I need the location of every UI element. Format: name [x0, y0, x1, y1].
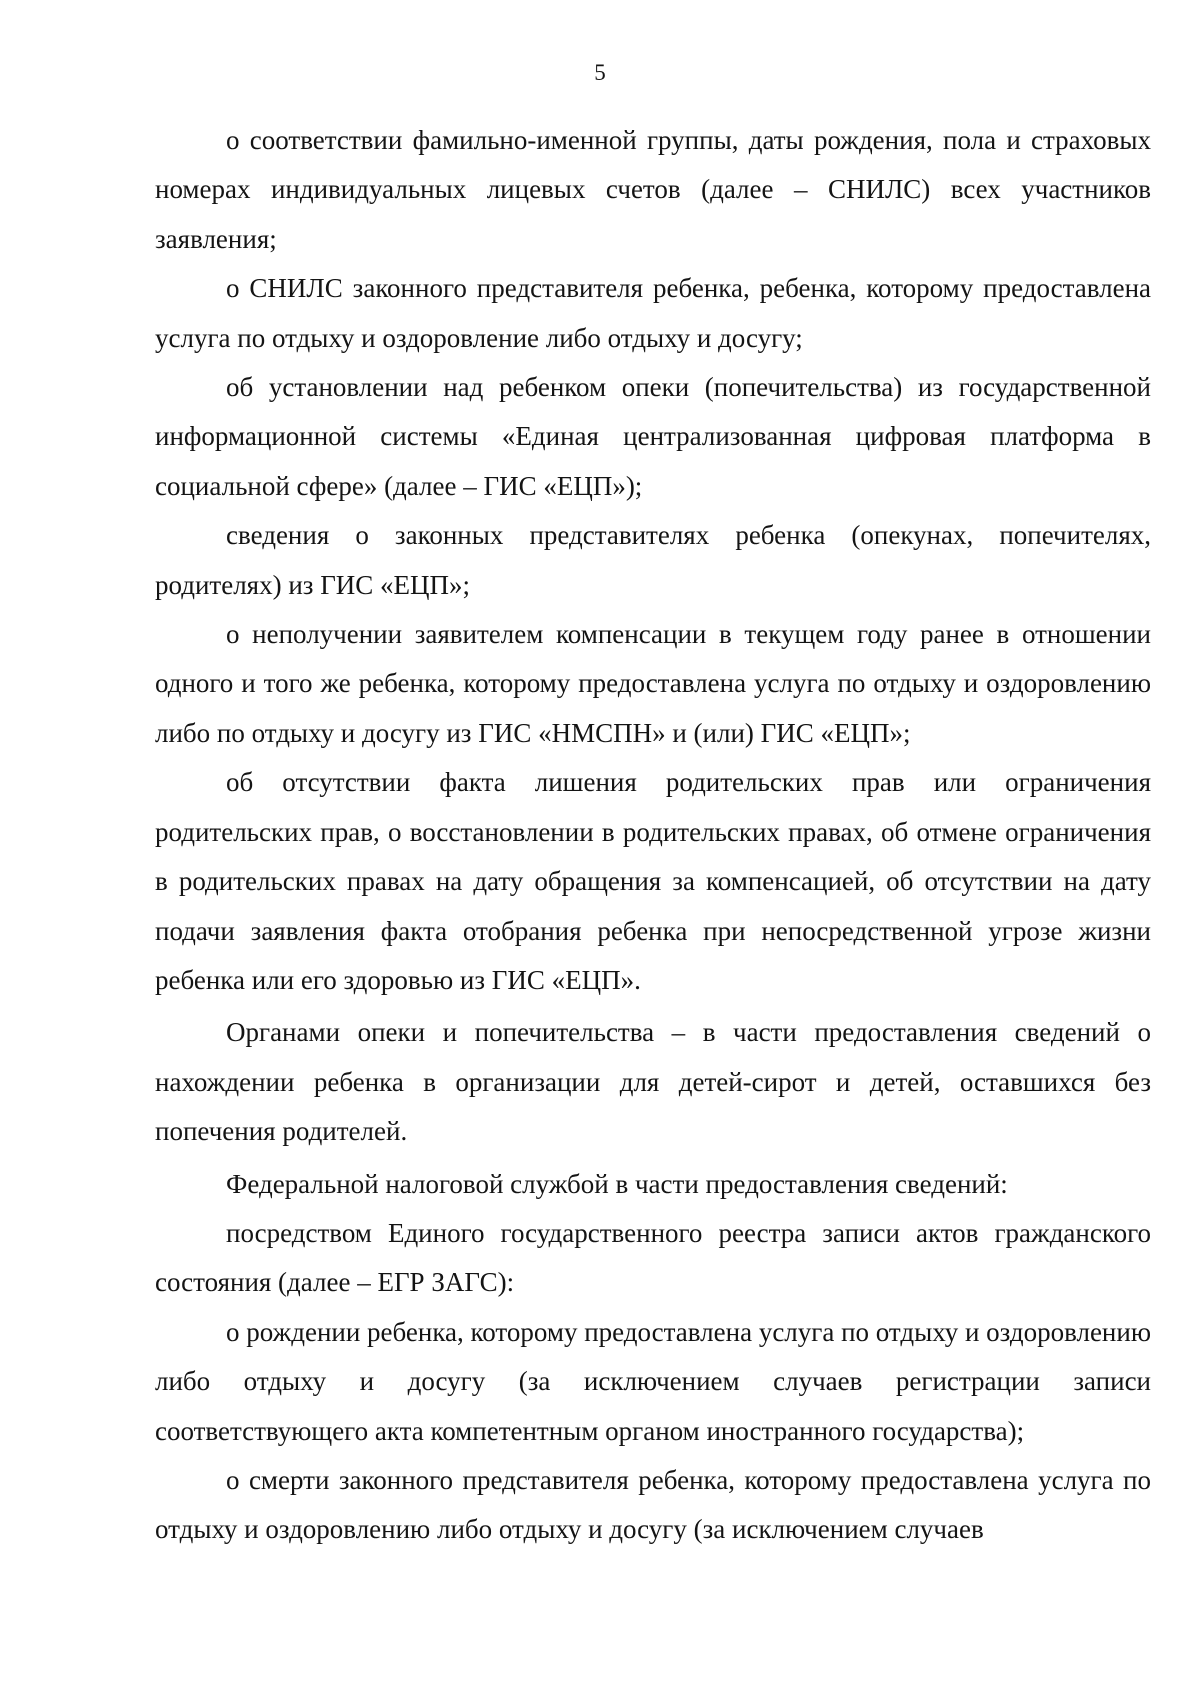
paragraph-11: о смерти законного представителя ребенка, которому предоставлена услуга по отдыху и оздоровлению либо отдыху и досугу (за исключением случаев — [155, 1464, 1151, 1545]
paragraph-10: о рождении ребенка, которому предоставлена услуга по отдыху и оздоровлению либо отдыху и досугу (за исключением случаев регистрации записи соответствующего акта компетентным органом иностранного государства); — [155, 1316, 1152, 1446]
paragraph-6: об отсутствии факта лишения родительских прав или ограничения родительских прав, о восстановлении в родительских правах, об отмене ограничения в родительских правах на дату обращения за компенсацией, об отсутствии на дату подачи заявления факта отобрания ребенка при непосредственной угрозе жизни ребенка или его здоровью из ГИС «ЕЦП». — [155, 767, 1151, 995]
paragraph-2: о СНИЛС законного представителя ребенка, ребенка, которому предоставлена услуга по отдыху и оздоровление либо отдыху и досугу; — [155, 273, 1151, 353]
paragraph-5: о неполучении заявителем компенсации в текущем году ранее в отношении одного и того же ребенка, которому предоставлена услуга по отдыху и оздоровлению либо по отдыху и досугу из ГИС «НМСПН» и (или) ГИС «ЕЦП»; — [155, 619, 1151, 748]
paragraph-4: сведения о законных представителях ребенка (опекунах, попечителях, родителях) из ГИС «ЕЦП»; — [155, 520, 1151, 600]
paragraph-3: об установлении над ребенком опеки (попечительства) из государственной информационной системы «Единая централизованная цифровая платформа в социальной сфере» (далее – ГИС «ЕЦП»); — [155, 372, 1151, 501]
document-body — [155, 116, 1151, 1555]
page-number: 5 — [594, 60, 606, 85]
paragraph-8: Федеральной налоговой службой в части предоставления сведений: — [226, 1168, 1008, 1199]
paragraph-1: о соответствии фамильно-именной группы, даты рождения, пола и страховых номерах индивидуальных лицевых счетов (далее – СНИЛС) всех участников заявления; — [155, 125, 1151, 254]
paragraph-9: посредством Единого государственного реестра записи актов гражданского состояния (далее – ЕГР ЗАГС): — [155, 1217, 1151, 1298]
paragraph-7: Органами опеки и попечительства – в части предоставления сведений о нахождении ребенка в организации для детей-сирот и детей, оставшихся без попечения родителей. — [155, 1017, 1151, 1147]
